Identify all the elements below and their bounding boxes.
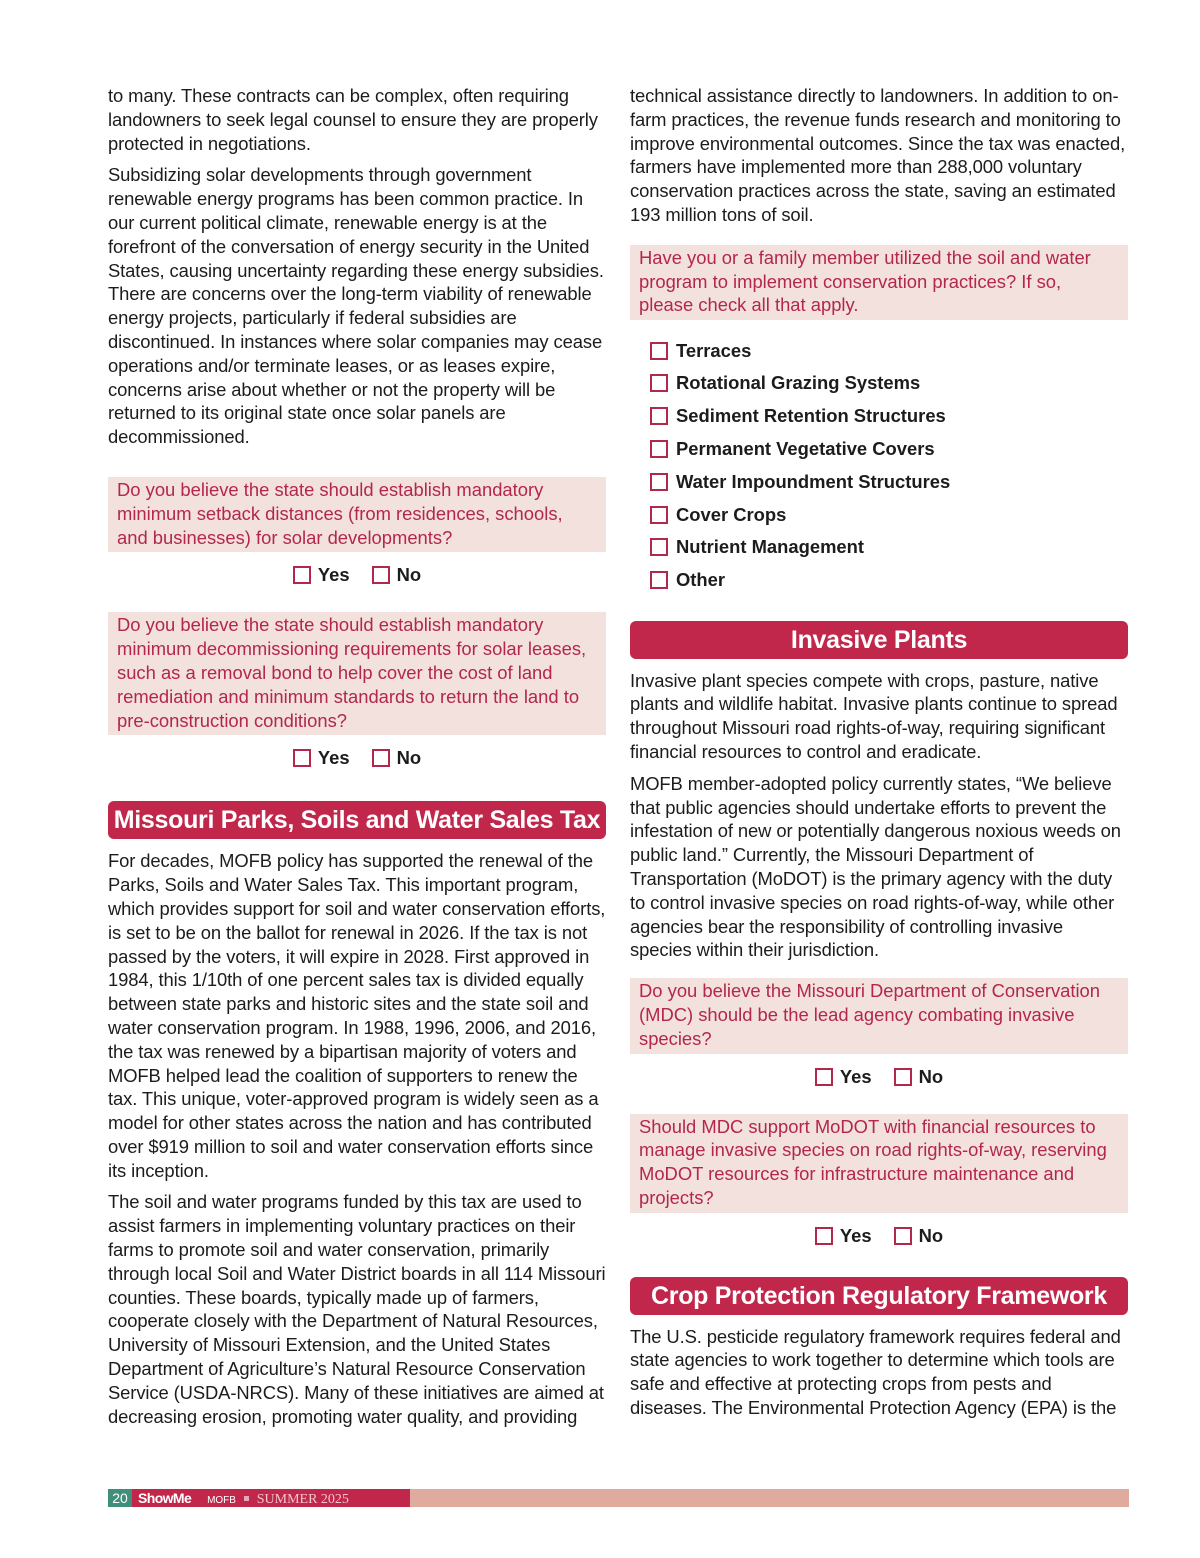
no-option[interactable]	[894, 1225, 944, 1247]
yes-no-options	[630, 1225, 1128, 1247]
no-label: No	[396, 747, 422, 769]
yes-option[interactable]	[815, 1066, 872, 1088]
checklist-item[interactable]	[650, 531, 1128, 564]
survey-question: Should MDC support MoDOT with financial resources to manage invasive species on road rights-of-way, reserving MoDOT resources for infrastructure maintenance and projects?	[630, 1114, 1128, 1213]
no-label: No	[918, 1065, 944, 1087]
issue-date: SUMMER 2025	[256, 1492, 349, 1507]
checkbox[interactable]	[650, 342, 668, 360]
survey-question: Do you believe the Missouri Department of Conservation (MDC) should be the lead agency combating invasive species?	[630, 978, 1128, 1053]
yes-no-options	[108, 564, 606, 586]
paragraph: The U.S. pesticide regulatory framework requires federal and state agencies to work together to determine which tools are safe and effective at protecting crops from pests and diseases. The Environmental Protection Agency (EPA) is the	[630, 1325, 1121, 1419]
section-heading: Invasive Plants	[630, 621, 1128, 659]
no-label: No	[918, 1224, 944, 1246]
checklist-label: Cover Crops	[676, 503, 787, 525]
checkbox[interactable]	[293, 566, 311, 584]
no-option[interactable]	[372, 747, 422, 769]
checklist-label: Permanent Vegetative Covers	[676, 437, 935, 459]
checkbox[interactable]	[650, 571, 668, 589]
paragraph: Invasive plant species compete with crops, pasture, native plants and wildlife habitat. Invasive plants continue to spread throughout Missouri road rights-of-way, requiring significant financial resources to control and eradicate.	[630, 669, 1118, 762]
yes-option[interactable]	[293, 564, 350, 586]
paragraph: For decades, MOFB policy has supported the renewal of the Parks, Soils and Water Sales Tax. This important program, which provides support for soil and water conservation efforts, is set to be on the ballot for renewal in 2026. If the tax is not passed by the voters, it will expire in 2028. First approved in 1984, this 1/10th of one percent sales tax is divided equally between state parks and historic sites and the state soil and water conservation program. In 1988, 1996, 2006, and 2016, the tax was renewed by a bipartisan majority of voters and MOFB helped lead the coalition of supporters to renew the tax. This unique, voter-approved program is widely seen as a model for other states across the nation and has contributed over $919 million to soil and water conservation efforts since its inception.	[108, 850, 606, 1181]
checkbox[interactable]	[650, 440, 668, 458]
checkbox[interactable]	[372, 566, 390, 584]
left-column	[108, 84, 606, 1436]
yes-label: Yes	[839, 1224, 872, 1246]
checkbox[interactable]	[372, 749, 390, 767]
survey-question: Do you believe the state should establish mandatory minimum setback distances (from residences, schools, and businesses) for solar developments?	[108, 477, 606, 552]
paragraph: to many. These contracts can be complex, often requiring landowners to seek legal counsel to ensure they are properly protected in negotiations.	[108, 85, 598, 154]
checkbox[interactable]	[894, 1068, 912, 1086]
page-number: 20	[108, 1489, 132, 1507]
footer-masthead	[132, 1489, 410, 1507]
section-heading: Crop Protection Regulatory Framework	[630, 1277, 1128, 1315]
checklist-label: Sediment Retention Structures	[676, 405, 946, 427]
checklist-label: Other	[676, 569, 726, 591]
yes-no-options	[630, 1066, 1128, 1088]
checklist-item[interactable]	[650, 564, 1128, 597]
right-column	[630, 84, 1128, 1428]
paragraph: Subsidizing solar developments through government renewable energy programs has been common practice. In our current political climate, renewable energy is at the forefront of the conversation of energy security in the United States, causing uncertainty regarding these energy subsidies. There are concerns over the long-term viability of renewable energy projects, particularly if federal subsidies are discontinued. In instances where solar companies may cease operations and/or terminate leases, or as leases expire, concerns arise about whether or not the property will be returned to its original state once solar panels are decommissioned.	[108, 164, 604, 448]
checklist-item[interactable]	[650, 465, 1128, 498]
survey-question: Do you believe the state should establish mandatory minimum decommissioning requirements for solar leases, such as a removal bond to help cover the cost of land remediation and minimum standards to return the land to pre-construction conditions?	[108, 612, 606, 735]
practice-checklist	[650, 334, 1128, 596]
checkbox[interactable]	[650, 374, 668, 392]
yes-option[interactable]	[293, 747, 350, 769]
no-option[interactable]	[894, 1066, 944, 1088]
yes-label: Yes	[839, 1065, 872, 1087]
paragraph: The soil and water programs funded by this tax are used to assist farmers in implementing voluntary practices on their farms to promote soil and water conservation, primarily through local Soil and Water District boards in all 114 Missouri counties. These boards, typically made up of farmers, cooperate closely with the Department of Natural Resources, University of Missouri Extension, and the United States Department of Agriculture’s Natural Resource Conservation Service (USDA-NRCS). Many of these initiatives are aimed at decreasing erosion, promoting water quality, and providing	[108, 1191, 606, 1427]
footer-bar	[410, 1489, 1129, 1507]
no-label: No	[396, 564, 422, 586]
checkbox[interactable]	[815, 1227, 833, 1245]
checkbox[interactable]	[293, 749, 311, 767]
survey-question: Have you or a family member utilized the soil and water program to implement conservation practices? If so, please check all that apply.	[630, 245, 1128, 320]
paragraph: MOFB member-adopted policy currently states, “We believe that public agencies should undertake efforts to prevent the infestation of new or potentially dangerous noxious weeds on public land.” Currently, the Missouri Department of Transportation (MoDOT) is the primary agency with the duty to control invasive species on road rights-of-way, while other agencies bear the responsibility of controlling invasive species within their jurisdiction.	[630, 772, 1121, 961]
checklist-item[interactable]	[650, 334, 1128, 367]
yes-label: Yes	[317, 564, 350, 586]
separator-dot	[244, 1496, 249, 1501]
checklist-item[interactable]	[650, 367, 1128, 400]
no-option[interactable]	[372, 564, 422, 586]
checklist-label: Water Impoundment Structures	[676, 470, 951, 492]
publisher-name: MOFB	[207, 1495, 236, 1506]
page-footer	[108, 1489, 1129, 1507]
magazine-logo: ShowMe	[138, 1490, 192, 1506]
checkbox[interactable]	[894, 1227, 912, 1245]
yes-no-options	[108, 747, 606, 769]
paragraph: technical assistance directly to landowners. In addition to on-farm practices, the revenue funds research and monitoring to improve environmental outcomes. Since the tax was enacted, farmers have implemented more than 288,000 voluntary conservation practices across the state, saving an estimated 193 million tons of soil.	[630, 85, 1126, 225]
yes-label: Yes	[317, 747, 350, 769]
checklist-item[interactable]	[650, 498, 1128, 531]
section-heading: Missouri Parks, Soils and Water Sales Tax	[108, 801, 606, 839]
checkbox[interactable]	[650, 407, 668, 425]
checkbox[interactable]	[815, 1068, 833, 1086]
yes-option[interactable]	[815, 1225, 872, 1247]
checkbox[interactable]	[650, 538, 668, 556]
checklist-label: Nutrient Management	[676, 536, 865, 558]
checklist-label: Terraces	[676, 339, 752, 361]
checklist-item[interactable]	[650, 400, 1128, 433]
checkbox[interactable]	[650, 473, 668, 491]
checkbox[interactable]	[650, 506, 668, 524]
checklist-label: Rotational Grazing Systems	[676, 372, 921, 394]
checklist-item[interactable]	[650, 433, 1128, 466]
